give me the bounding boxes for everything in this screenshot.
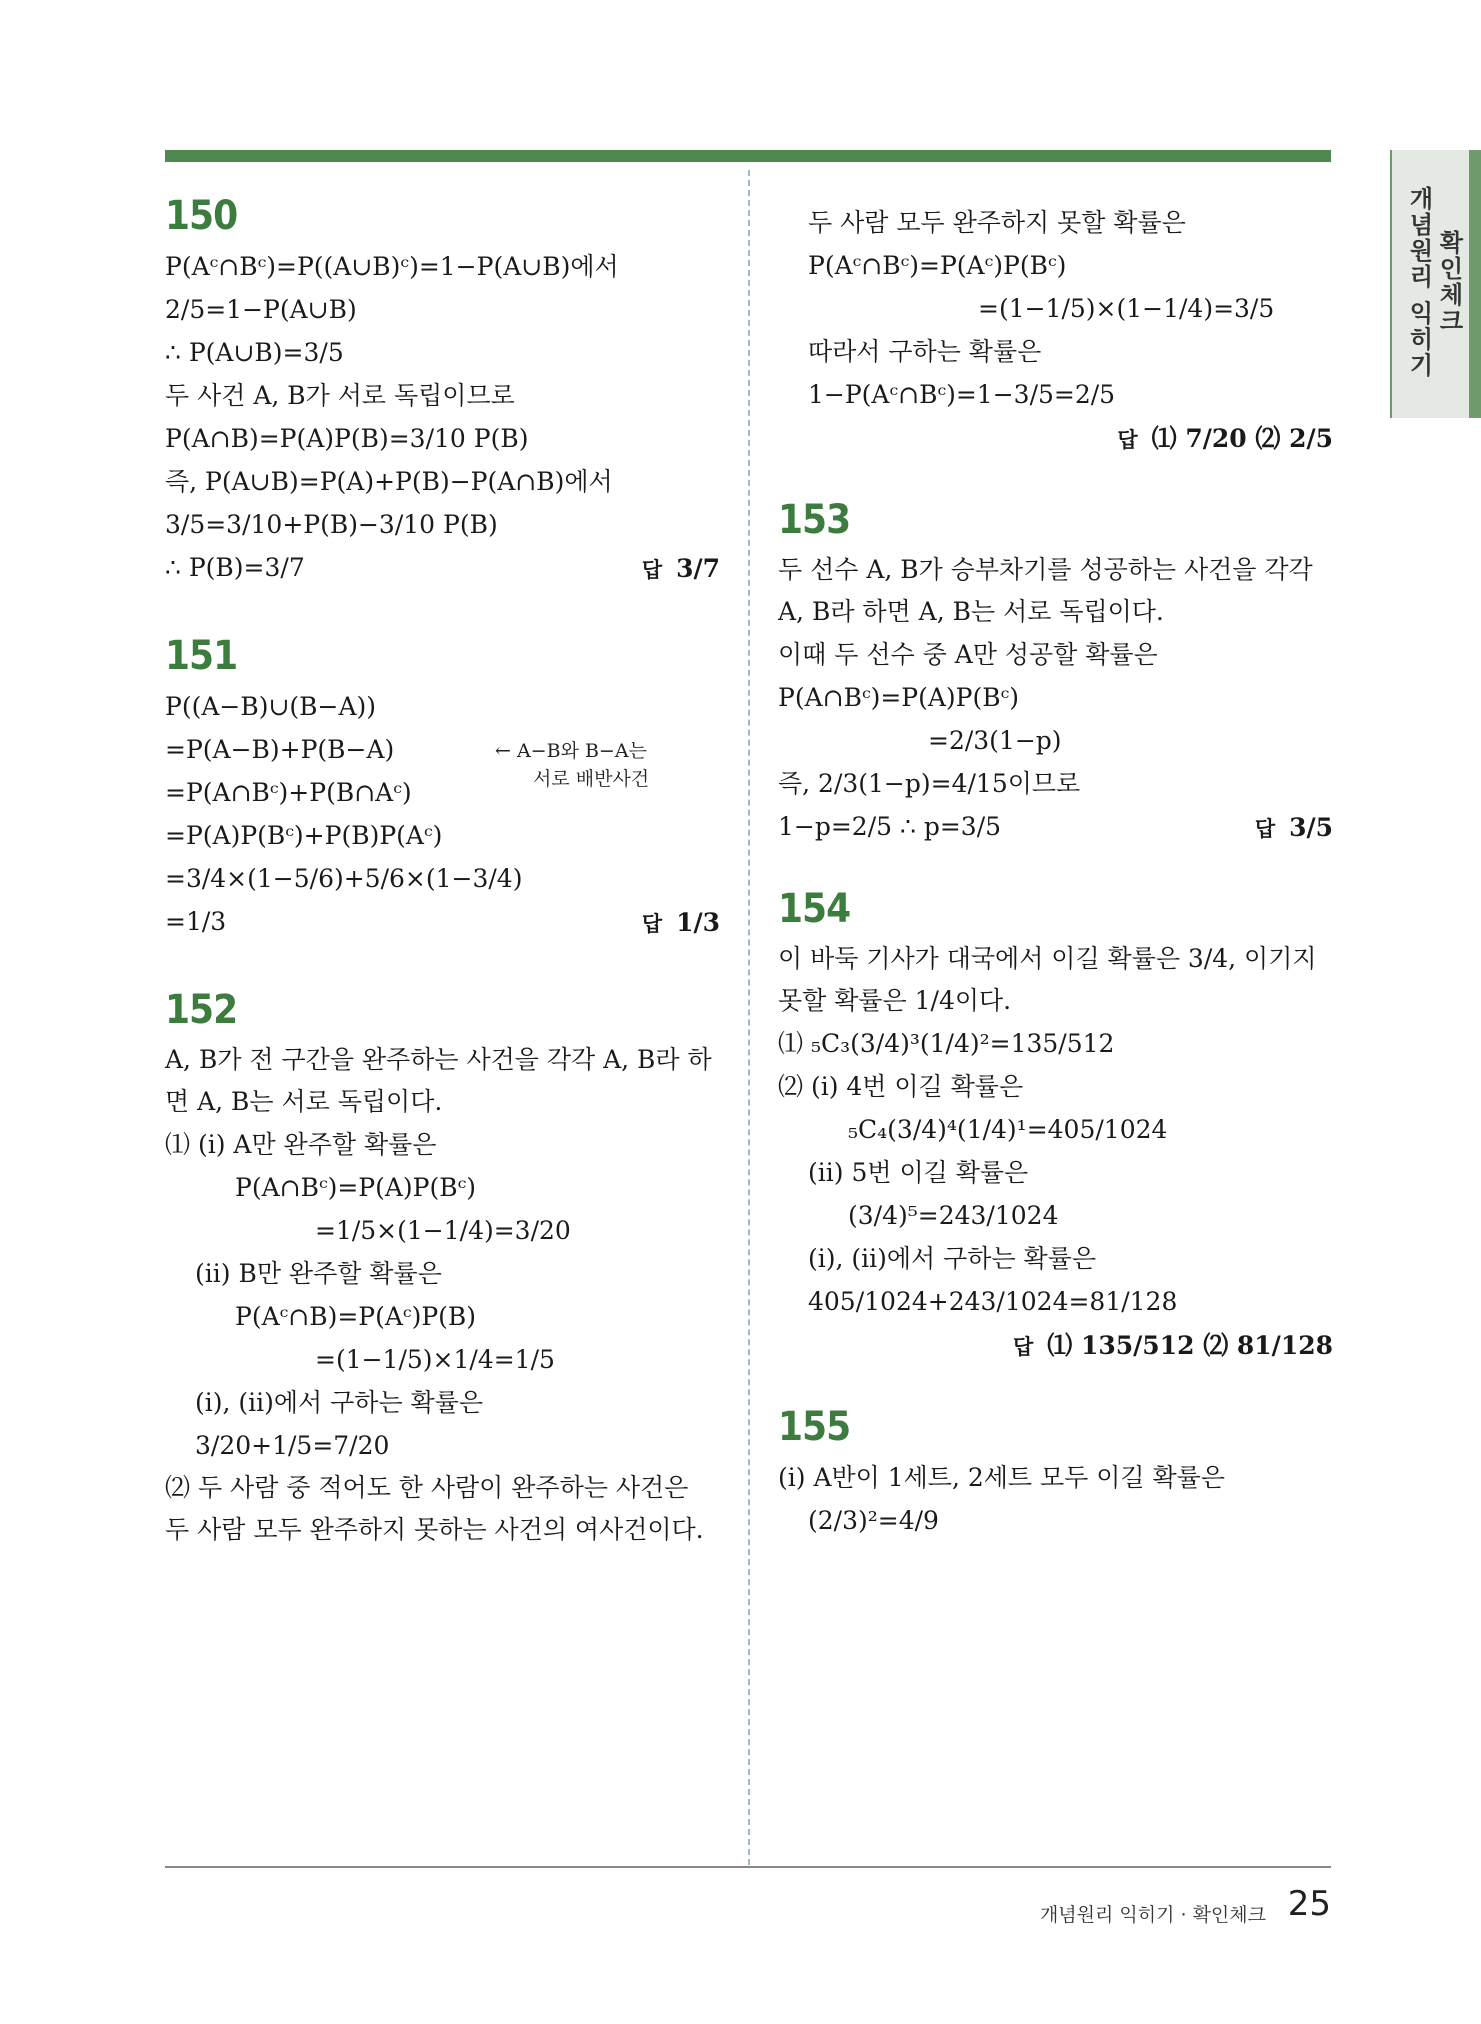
problem-number: 154 [778,886,851,932]
solution-line: (3/4)⁵=243/1024 [848,1201,1059,1230]
problem-154 [778,886,1333,1370]
solution-line: 두 사람 모두 완주하지 못할 확률은 [808,208,1186,237]
solution-line: =P(A∩Bᶜ)+P(B∩Aᶜ) [165,778,412,807]
solution-line: 즉, P(A∪B)=P(A)+P(B)−P(A∩B)에서 [165,467,613,496]
solution-line: (ⅰ), (ⅱ)에서 구하는 확률은 [808,1244,1096,1273]
answer-label: 답 [1254,817,1276,841]
problem-intro: 두 선수 A, B가 승부차기를 성공하는 사건을 각각 A, B라 하면 A, B는 서로 독립이다. [778,555,1313,626]
answer [778,416,1333,463]
problem-part-2: ⑵ 두 사람 중 적어도 한 사람이 완주하는 사건은 두 사람 모두 완주하지 못하는 사건의 여사건이다. [165,1473,704,1544]
solution-line: ⑵ (ⅰ) 4번 이길 확률은 [778,1072,1024,1101]
solution-line: P(A∩Bᶜ)=P(A)P(Bᶜ) [778,683,1020,712]
top-green-bar [165,150,1331,162]
bottom-rule [165,1866,1331,1868]
solution-line: =1/3 [165,907,227,936]
solution-line: 따라서 구하는 확률은 [808,337,1042,366]
solution-line: ⑴ ₅C₃(3/4)³(1/4)²=135/512 [778,1029,1115,1058]
side-tab-edge [1469,150,1481,418]
solution-line: (ⅱ) B만 완주할 확률은 [195,1259,442,1288]
answer-label: 답 [1117,428,1138,452]
solution-line: 두 사건 A, B가 서로 독립이므로 [165,381,515,410]
solution-line: 405/1024+243/1024=81/128 [808,1287,1178,1316]
solution-line: =2/3(1−p) [928,726,1062,755]
solution-line: =(1−1/5)×1/4=1/5 [315,1345,555,1374]
solution-line: 3/20+1/5=7/20 [195,1431,390,1460]
solution-line: ⑴ (ⅰ) A만 완주할 확률은 [165,1130,437,1159]
problem-153 [778,497,1333,852]
answer [642,546,720,593]
solution-line: (ⅰ), (ⅱ)에서 구하는 확률은 [195,1388,483,1417]
solution-line: (ⅰ) A반이 1세트, 2세트 모두 이길 확률은 [778,1463,1225,1492]
solution-line: 즉, 2/3(1−p)=4/15이므로 [778,769,1081,798]
problem-intro: A, B가 전 구간을 완주하는 사건을 각각 A, B라 하면 A, B는 서로 독립이다. [165,1045,712,1116]
problem-152-continued [778,201,1333,463]
problem-number: 153 [778,497,851,543]
problem-151 [165,633,720,947]
column-divider [748,170,750,1865]
problem-number: 155 [778,1404,851,1450]
problem-150 [165,193,720,593]
answer-value: 3/5 [1289,813,1333,842]
answer-label: 답 [641,558,663,582]
solution-line: P((A−B)∪(B−A)) [165,692,377,721]
solution-line: P(Aᶜ∩Bᶜ)=P((A∪B)ᶜ)=1−P(A∪B)에서 [165,252,619,281]
solution-line: ∴ P(B)=3/7 [165,553,305,582]
solution-line: =3/4×(1−5/6)+5/6×(1−3/4) [165,864,523,893]
solution-line: (ⅱ) 5번 이길 확률은 [808,1158,1029,1187]
solution-line: =P(A)P(Bᶜ)+P(B)P(Aᶜ) [165,821,443,850]
answer-value: ⑴ 7/20 ⑵ 2/5 [1151,424,1333,453]
left-column [165,185,720,1585]
footer-section-title: 개념원리 익히기 · 확인체크 [1039,1904,1266,1926]
side-tab-left-text: 개념원리 익히기 [1405,186,1433,379]
solution-line: P(Aᶜ∩Bᶜ)=P(Aᶜ)P(Bᶜ) [808,251,1067,280]
solution-line: =P(A−B)+P(B−A) [165,735,395,764]
answer [1255,805,1333,852]
side-chapter-tab [1390,150,1481,418]
problem-intro: 이 바둑 기사가 대국에서 이길 확률은 3/4, 이기지 못할 확률은 1/4이다. [778,944,1317,1015]
side-tab-right-text: 확인체크 [1435,230,1463,334]
page-number: 25 [1287,1884,1331,1924]
answer-value: ⑴ 135/512 ⑵ 81/128 [1047,1331,1333,1360]
solution-line: 3/5=3/10+P(B)−3/10 P(B) [165,510,498,539]
answer-label: 답 [1013,1335,1034,1359]
problem-155 [778,1404,1333,1542]
solution-line: 1−P(Aᶜ∩Bᶜ)=1−3/5=2/5 [808,380,1116,409]
solution-line: =(1−1/5)×(1−1/4)=3/5 [978,294,1275,323]
problem-number: 152 [165,987,238,1033]
solution-line: 2/5=1−P(A∪B) [165,295,357,324]
problem-152 [165,987,720,1551]
solution-line: ₅C₄(3/4)⁴(1/4)¹=405/1024 [848,1115,1168,1144]
solution-line: P(Aᶜ∩B)=P(Aᶜ)P(B) [235,1302,477,1331]
right-column [778,185,1333,1576]
problem-number: 150 [165,193,238,239]
answer-value: 1/3 [676,908,720,937]
solution-line: (2/3)²=4/9 [808,1506,939,1535]
solution-line: 이때 두 선수 중 A만 성공할 확률은 [778,640,1158,669]
solution-line: P(A∩B)=P(A)P(B)=3/10 P(B) [165,424,529,453]
answer [778,1323,1333,1370]
solution-line: 1−p=2/5 ∴ p=3/5 [778,812,1002,841]
answer [642,900,720,947]
side-note-line: 서로 배반사건 [533,768,650,790]
answer-value: 3/7 [676,554,720,583]
answer-label: 답 [641,912,663,936]
solution-line: P(A∩Bᶜ)=P(A)P(Bᶜ) [235,1173,477,1202]
side-note [495,737,649,793]
problem-number: 151 [165,633,238,679]
solution-line: ∴ P(A∪B)=3/5 [165,338,344,367]
solution-line: =1/5×(1−1/4)=3/20 [315,1216,571,1245]
side-note-line: ← A−B와 B−A는 [495,740,647,762]
